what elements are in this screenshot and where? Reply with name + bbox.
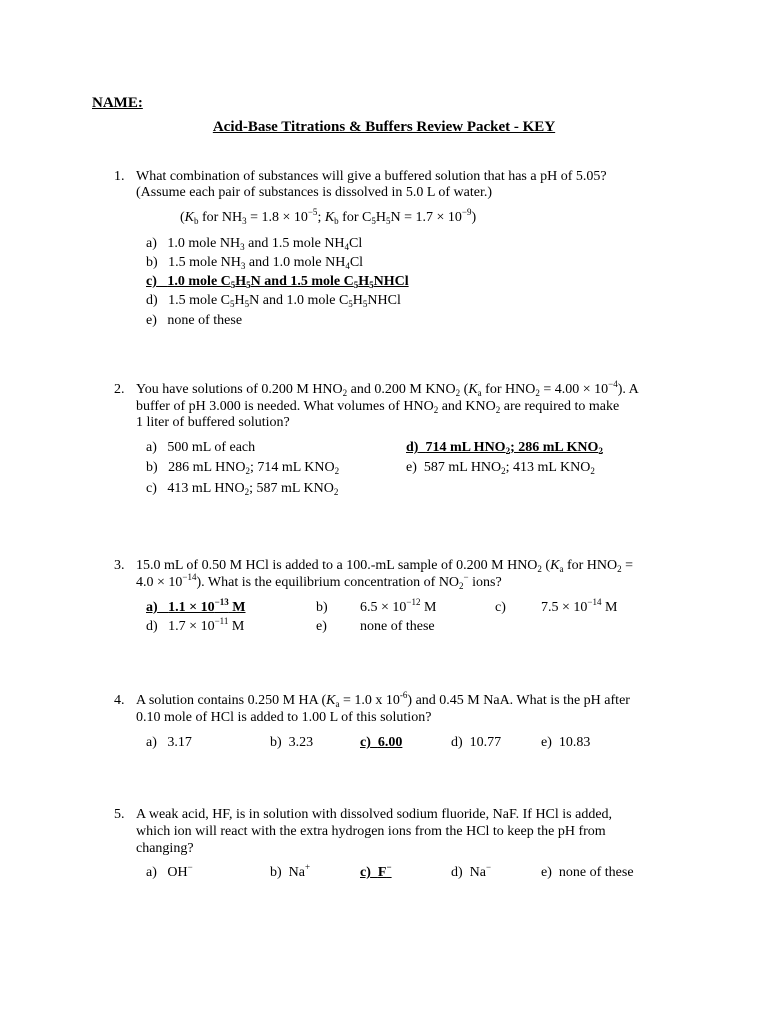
answer-option: d) $1.7 \times 10^{-11}$ M: [146, 616, 245, 634]
answer-option: e) 10.83: [541, 735, 591, 750]
question-number: 4.: [114, 693, 125, 708]
answer-option: b) 286 mL $HNO_2$; 714 mL $KNO_2$: [146, 460, 340, 476]
answer-option-label: c): [495, 600, 506, 615]
given-constants: ($K_b$ for $NH_3 = 1.8 \times 10^{-5}$; $K_b$ for $C_5H_5N = 1.7 \times 10^{-9}$): [180, 207, 477, 226]
question-text: buffer of pH 3.000 is needed. What volumes of $HNO_2$ and $KNO_2$ are required to make: [136, 399, 620, 415]
question-text: changing?: [136, 841, 194, 856]
correct-answer-option: a) $1.1 \times 10^{-13}$ M: [146, 597, 246, 615]
question-number: 3.: [114, 558, 125, 573]
answer-option: e) none of these: [146, 313, 243, 328]
correct-answer-option: c) 1.0 mole $C_5H_5N$ and 1.5 mole $C_5H_5NHCl$: [146, 274, 409, 290]
answer-option: b) 3.23: [270, 735, 314, 750]
answer-option: $7.5 \times 10^{-14}$ M: [541, 597, 618, 615]
question-text: (Assume each pair of substances is dissolved in 5.0 L of water.): [136, 185, 493, 200]
question-text: which ion will react with the extra hydrogen ions from the HCl to keep the pH from: [136, 824, 606, 839]
answer-option: b) Na+: [270, 862, 311, 880]
answer-option: a) OH−: [146, 862, 193, 880]
question-text: 0.10 mole of HCl is added to 1.00 L of this solution?: [136, 710, 432, 725]
correct-answer-option: c) 6.00: [360, 735, 403, 750]
question-number: 2.: [114, 382, 125, 397]
answer-option: d) Na−: [451, 862, 492, 880]
answer-option-label: b): [316, 600, 328, 615]
question-text: 15.0 mL of 0.50 M HCl is added to a 100.-mL sample of 0.200 M $HNO_2$ ($K_a$ for $HNO_2$ =: [136, 558, 633, 574]
correct-answer-option: d) 714 mL $HNO_2$; 286 mL $KNO_2$: [406, 440, 603, 456]
correct-answer-option: c) F−: [360, 862, 392, 880]
answer-option: e) none of these: [541, 865, 634, 880]
question-text: You have solutions of 0.200 M $HNO_2$ and 0.200 M $KNO_2$ ($K_a$ for $HNO_2 = 4.00 \times 10^{-4}$). A: [136, 379, 639, 398]
answer-option: a) 1.0 mole $NH_3$ and 1.5 mole $NH_4Cl$: [146, 236, 363, 252]
answer-option: a) 3.17: [146, 735, 192, 750]
answer-option-label: e): [316, 619, 327, 634]
answer-option: e) 587 mL $HNO_2$; 413 mL $KNO_2$: [406, 460, 595, 476]
answer-option: d) 10.77: [451, 735, 502, 750]
question-number: 1.: [114, 169, 125, 184]
question-text: A weak acid, HF, is in solution with dissolved sodium fluoride, NaF. If HCl is added,: [136, 807, 613, 822]
answer-option: a) 500 mL of each: [146, 440, 256, 455]
answer-option: d) 1.5 mole $C_5H_5N$ and 1.0 mole $C_5H_5NHCl$: [146, 293, 401, 309]
answer-option: none of these: [360, 619, 435, 634]
answer-option: $6.5 \times 10^{-12}$ M: [360, 597, 437, 615]
question-text: A solution contains 0.250 M HA ($K_a = 1.0$ x $10^{-6}$) and 0.45 M NaA. What is the pH after: [136, 690, 630, 709]
name-label: NAME:: [92, 95, 143, 111]
page-title: Acid-Base Titrations & Buffers Review Packet - KEY: [212, 119, 556, 135]
question-text: $4.0 \times 10^{-14}$). What is the equilibrium concentration of $NO_2^-$ ions?: [136, 572, 502, 591]
answer-option: b) 1.5 mole $NH_3$ and 1.0 mole $NH_4Cl$: [146, 255, 364, 271]
question-text: 1 liter of buffered solution?: [136, 415, 290, 430]
question-text: What combination of substances will give a buffered solution that has a pH of 5.05?: [136, 169, 607, 184]
answer-option: c) 413 mL $HNO_2$; 587 mL $KNO_2$: [146, 481, 339, 497]
question-number: 5.: [114, 807, 125, 822]
